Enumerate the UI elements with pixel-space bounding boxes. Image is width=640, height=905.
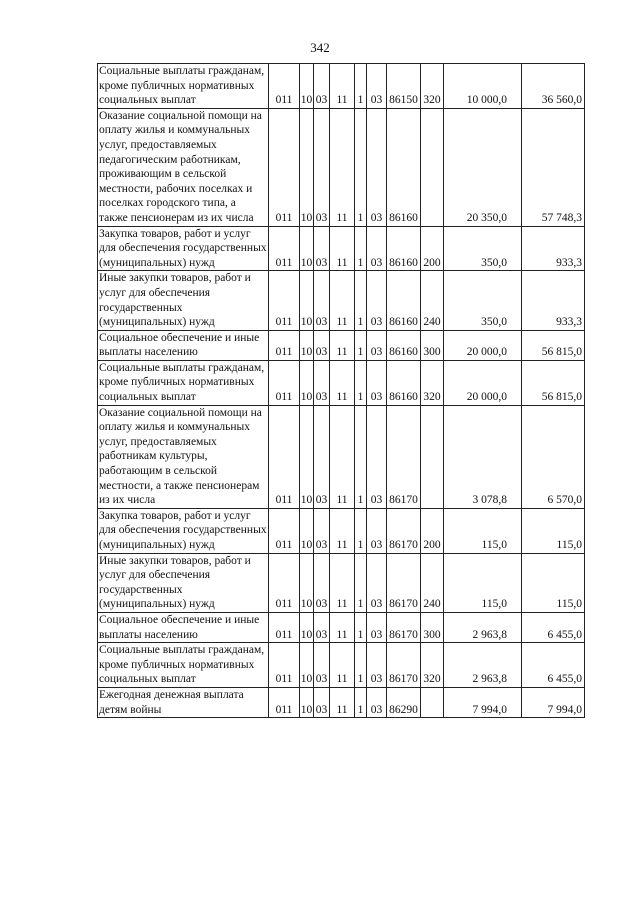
row-name: Закупка товаров, работ и услуг для обеспечения государственных (муниципальных) нужд	[98, 508, 269, 553]
table-row	[98, 612, 585, 642]
cell-sum-2: 7 994,0	[522, 687, 585, 717]
cell-direction: 86160	[387, 271, 421, 330]
cell-subsection: 03	[314, 226, 330, 271]
cell-section: 10	[300, 405, 314, 508]
cell-sum-2: 36 560,0	[522, 64, 585, 109]
cell-section: 10	[300, 687, 314, 717]
cell-subprogram: 1	[355, 612, 367, 642]
cell-subprogram: 1	[355, 360, 367, 405]
cell-expense-type: 300	[421, 330, 444, 360]
cell-section: 10	[300, 643, 314, 688]
cell-program: 11	[330, 643, 355, 688]
cell-direction: 86170	[387, 643, 421, 688]
cell-ministry-code: 011	[269, 271, 300, 330]
cell-expense-type: 320	[421, 643, 444, 688]
cell-ministry-code: 011	[269, 330, 300, 360]
cell-program: 11	[330, 64, 355, 109]
cell-section: 10	[300, 226, 314, 271]
cell-event: 03	[367, 405, 387, 508]
cell-subsection: 03	[314, 612, 330, 642]
cell-sum-2: 115,0	[522, 508, 585, 553]
cell-expense-type: 240	[421, 271, 444, 330]
row-name: Оказание социальной помощи на оплату жилья и коммунальных услуг, предоставляемых педагогическим работникам, проживающим в сельской местности, рабочих поселках и поселках городского типа, а также пенсионерам из их числа	[98, 108, 269, 226]
cell-subprogram: 1	[355, 226, 367, 271]
row-name: Иные закупки товаров, работ и услуг для обеспечения государственных (муниципальных) нужд	[98, 553, 269, 612]
cell-sum-2: 57 748,3	[522, 108, 585, 226]
cell-subprogram: 1	[355, 330, 367, 360]
cell-subprogram: 1	[355, 64, 367, 109]
cell-subsection: 03	[314, 405, 330, 508]
cell-sum-2: 6 455,0	[522, 643, 585, 688]
cell-sum-1: 20 000,0	[444, 360, 522, 405]
cell-event: 03	[367, 271, 387, 330]
cell-sum-2: 56 815,0	[522, 360, 585, 405]
cell-subprogram: 1	[355, 508, 367, 553]
row-name: Ежегодная денежная выплата детям войны	[98, 687, 269, 717]
cell-subprogram: 1	[355, 643, 367, 688]
cell-program: 11	[330, 553, 355, 612]
cell-event: 03	[367, 108, 387, 226]
cell-ministry-code: 011	[269, 360, 300, 405]
cell-subsection: 03	[314, 508, 330, 553]
table-body	[98, 64, 585, 718]
cell-sum-1: 3 078,8	[444, 405, 522, 508]
cell-sum-1: 2 963,8	[444, 612, 522, 642]
table-row	[98, 508, 585, 553]
cell-subsection: 03	[314, 64, 330, 109]
cell-ministry-code: 011	[269, 108, 300, 226]
table-row	[98, 64, 585, 109]
row-name: Социальные выплаты гражданам, кроме публичных нормативных социальных выплат	[98, 64, 269, 109]
table-row	[98, 643, 585, 688]
cell-section: 10	[300, 330, 314, 360]
cell-sum-1: 115,0	[444, 508, 522, 553]
table-row	[98, 405, 585, 508]
cell-sum-2: 933,3	[522, 271, 585, 330]
cell-subsection: 03	[314, 553, 330, 612]
cell-program: 11	[330, 330, 355, 360]
cell-sum-2: 933,3	[522, 226, 585, 271]
cell-section: 10	[300, 271, 314, 330]
cell-sum-2: 6 455,0	[522, 612, 585, 642]
cell-section: 10	[300, 508, 314, 553]
cell-event: 03	[367, 360, 387, 405]
cell-expense-type	[421, 405, 444, 508]
table-row	[98, 360, 585, 405]
cell-direction: 86170	[387, 405, 421, 508]
cell-ministry-code: 011	[269, 687, 300, 717]
cell-expense-type	[421, 108, 444, 226]
cell-program: 11	[330, 271, 355, 330]
cell-sum-1: 2 963,8	[444, 643, 522, 688]
cell-expense-type: 200	[421, 226, 444, 271]
cell-section: 10	[300, 360, 314, 405]
cell-sum-2: 115,0	[522, 553, 585, 612]
cell-sum-2: 56 815,0	[522, 330, 585, 360]
cell-sum-1: 20 350,0	[444, 108, 522, 226]
cell-direction: 86160	[387, 360, 421, 405]
cell-direction: 86290	[387, 687, 421, 717]
cell-ministry-code: 011	[269, 226, 300, 271]
cell-event: 03	[367, 687, 387, 717]
cell-subprogram: 1	[355, 271, 367, 330]
cell-direction: 86160	[387, 330, 421, 360]
cell-section: 10	[300, 612, 314, 642]
cell-program: 11	[330, 108, 355, 226]
table-row	[98, 226, 585, 271]
cell-direction: 86160	[387, 108, 421, 226]
row-name: Социальные выплаты гражданам, кроме публичных нормативных социальных выплат	[98, 360, 269, 405]
page-number: 342	[310, 40, 330, 55]
cell-sum-1: 350,0	[444, 226, 522, 271]
cell-section: 10	[300, 553, 314, 612]
cell-sum-1: 350,0	[444, 271, 522, 330]
cell-direction: 86160	[387, 226, 421, 271]
cell-subprogram: 1	[355, 553, 367, 612]
cell-expense-type: 300	[421, 612, 444, 642]
table-row	[98, 330, 585, 360]
cell-event: 03	[367, 508, 387, 553]
cell-event: 03	[367, 612, 387, 642]
row-name: Социальное обеспечение и иные выплаты населению	[98, 612, 269, 642]
cell-event: 03	[367, 553, 387, 612]
row-name: Социальное обеспечение и иные выплаты населению	[98, 330, 269, 360]
table-row	[98, 108, 585, 226]
cell-sum-1: 7 994,0	[444, 687, 522, 717]
cell-program: 11	[330, 405, 355, 508]
cell-program: 11	[330, 360, 355, 405]
cell-direction: 86170	[387, 612, 421, 642]
cell-subprogram: 1	[355, 687, 367, 717]
table-row	[98, 271, 585, 330]
cell-subsection: 03	[314, 643, 330, 688]
cell-ministry-code: 011	[269, 508, 300, 553]
cell-sum-1: 115,0	[444, 553, 522, 612]
cell-program: 11	[330, 687, 355, 717]
cell-ministry-code: 011	[269, 643, 300, 688]
budget-table	[97, 63, 585, 718]
cell-subsection: 03	[314, 360, 330, 405]
row-name: Закупка товаров, работ и услуг для обеспечения государственных (муниципальных) нужд	[98, 226, 269, 271]
cell-program: 11	[330, 226, 355, 271]
cell-event: 03	[367, 64, 387, 109]
cell-direction: 86150	[387, 64, 421, 109]
cell-section: 10	[300, 64, 314, 109]
cell-ministry-code: 011	[269, 553, 300, 612]
cell-event: 03	[367, 643, 387, 688]
cell-sum-1: 10 000,0	[444, 64, 522, 109]
cell-direction: 86170	[387, 508, 421, 553]
cell-sum-2: 6 570,0	[522, 405, 585, 508]
cell-expense-type: 320	[421, 64, 444, 109]
cell-program: 11	[330, 612, 355, 642]
cell-ministry-code: 011	[269, 64, 300, 109]
row-name: Социальные выплаты гражданам, кроме публичных нормативных социальных выплат	[98, 643, 269, 688]
cell-program: 11	[330, 508, 355, 553]
cell-event: 03	[367, 226, 387, 271]
cell-direction: 86170	[387, 553, 421, 612]
cell-expense-type: 240	[421, 553, 444, 612]
cell-ministry-code: 011	[269, 612, 300, 642]
cell-expense-type: 200	[421, 508, 444, 553]
table-row	[98, 687, 585, 717]
table-row	[98, 553, 585, 612]
row-name: Иные закупки товаров, работ и услуг для обеспечения государственных (муниципальных) нужд	[98, 271, 269, 330]
cell-expense-type	[421, 687, 444, 717]
cell-sum-1: 20 000,0	[444, 330, 522, 360]
cell-subsection: 03	[314, 687, 330, 717]
cell-ministry-code: 011	[269, 405, 300, 508]
cell-subprogram: 1	[355, 108, 367, 226]
cell-subprogram: 1	[355, 405, 367, 508]
cell-subsection: 03	[314, 330, 330, 360]
cell-subsection: 03	[314, 108, 330, 226]
cell-expense-type: 320	[421, 360, 444, 405]
row-name: Оказание социальной помощи на оплату жилья и коммунальных услуг, предоставляемых работникам культуры, работающим в сельской местности, а также пенсионерам из их числа	[98, 405, 269, 508]
cell-subsection: 03	[314, 271, 330, 330]
cell-section: 10	[300, 108, 314, 226]
cell-event: 03	[367, 330, 387, 360]
